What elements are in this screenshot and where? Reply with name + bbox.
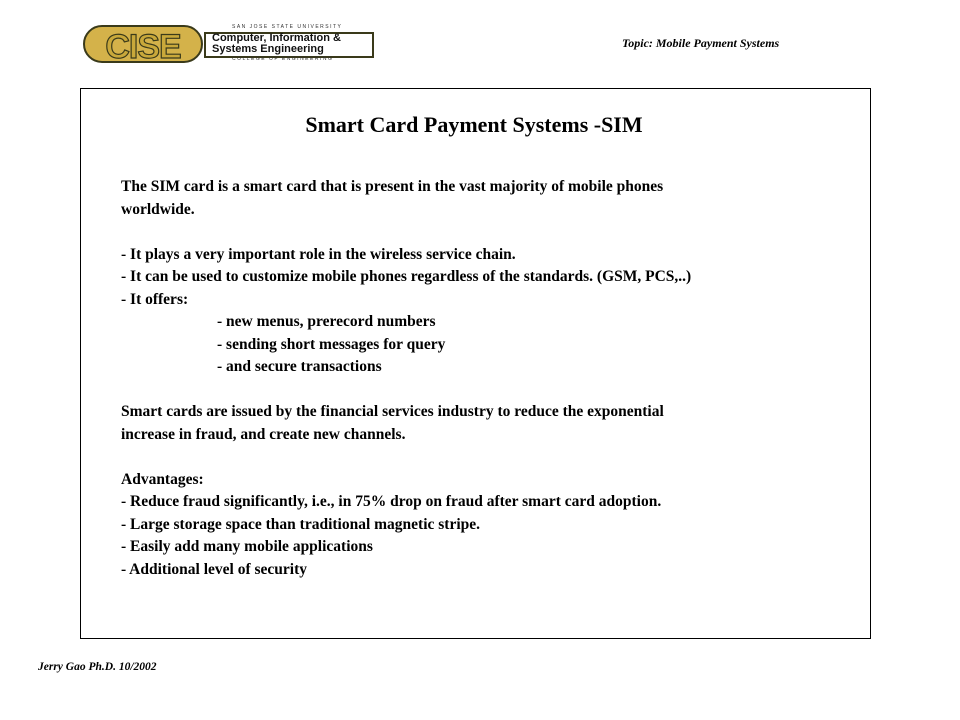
logo-line2: Systems Engineering — [212, 43, 324, 55]
intro-line-2: worldwide. — [121, 200, 195, 218]
sub-bullet-item: - and secure transactions — [217, 358, 382, 375]
logo-university: SAN JOSE STATE UNIVERSITY — [232, 24, 343, 30]
advantage-item: - Additional level of security — [121, 560, 307, 578]
logo-letters: CISE — [105, 28, 181, 66]
sub-bullet-item: - sending short messages for query — [217, 335, 446, 353]
advantage-item: - Reduce fraud significantly, i.e., in 75% drop on fraud after smart card adoption. — [121, 493, 662, 510]
bullet-item: - It can be used to customize mobile phones regardless of the standards. (GSM, PCS,..) — [121, 268, 692, 285]
slide-body — [121, 176, 841, 581]
sub-bullet-item: - new menus, prerecord numbers — [217, 313, 436, 330]
topic-label: Topic: Mobile Payment Systems — [622, 36, 780, 50]
advantages-heading: Advantages: — [121, 470, 204, 488]
advantage-item: - Easily add many mobile applications — [121, 538, 373, 555]
cise-logo — [82, 22, 372, 66]
intro-line-1: The SIM card is a smart card that is present in the vast majority of mobile phones — [121, 178, 664, 195]
bullet-item: - It offers: — [121, 290, 189, 308]
bullet-item: - It plays a very important role in the wireless service chain. — [121, 245, 516, 263]
advantage-item: - Large storage space than traditional magnetic stripe. — [121, 515, 481, 533]
paragraph-2-line-2: increase in fraud, and create new channels. — [121, 425, 406, 443]
slide-title: Smart Card Payment Systems -SIM — [305, 112, 643, 137]
paragraph-2-line-1: Smart cards are issued by the financial services industry to reduce the exponential — [121, 403, 664, 420]
footer-author: Jerry Gao Ph.D. 10/2002 — [38, 661, 157, 673]
logo-college: COLLEGE OF ENGINEERING — [232, 56, 334, 62]
logo-line1: Computer, Information & — [212, 32, 341, 44]
